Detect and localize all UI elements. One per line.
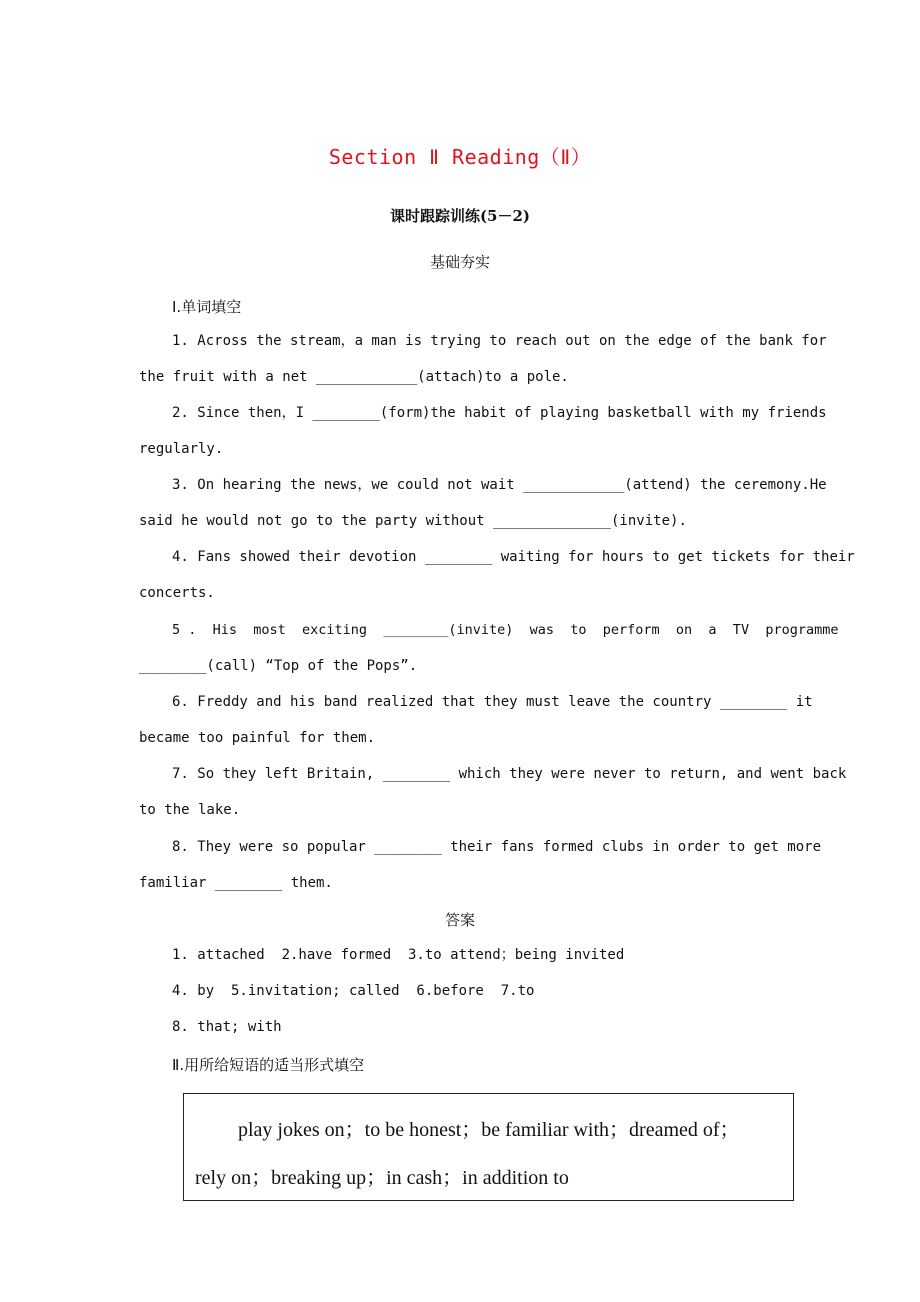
question-line: 5 . His most exciting ________(invite) was to perform on a TV programme — [172, 622, 839, 638]
answer-line: 1. attached 2.have formed 3.to attend；being invited — [172, 947, 625, 963]
phrase-box-line: rely on；breaking up；in cash；in addition to — [195, 1167, 569, 1189]
phrase-box — [183, 1093, 794, 1201]
exercise-subtitle: 课时跟踪训练(5－2) — [389, 207, 531, 225]
question-line: regularly. — [139, 441, 224, 457]
section-label: 基础夯实 — [429, 253, 490, 271]
question-line: 4. Fans showed their devotion ________ waiting for hours to get tickets for their — [172, 549, 855, 565]
question-line: 6. Freddy and his band realized that they must leave the country ________ it — [172, 694, 813, 710]
question-line: became too painful for them. — [139, 730, 376, 746]
question-line: concerts. — [139, 585, 215, 601]
question-line: 3. On hearing the news，we could not wait ____________(attend) the ceremony.He — [172, 477, 827, 493]
question-line: 1. Across the stream，a man is trying to reach out on the edge of the bank for — [172, 333, 827, 349]
part1-heading: Ⅰ.单词填空 — [172, 298, 242, 316]
question-line: 7. So they left Britain, ________ which they were never to return, and went back — [172, 766, 847, 782]
answer-line: 4. by 5.invitation; called 6.before 7.to — [172, 983, 535, 999]
part2-heading: Ⅱ.用所给短语的适当形式填空 — [172, 1056, 365, 1074]
answer-line: 8. that; with — [172, 1019, 282, 1035]
page-title: Section Ⅱ Reading（Ⅱ） — [328, 145, 592, 169]
question-line: familiar ________ them. — [139, 875, 333, 891]
phrase-box-line: play jokes on；to be honest；be familiar with；dreamed of； — [238, 1119, 740, 1141]
question-line: the fruit with a net ____________(attach)to a pole. — [139, 369, 569, 385]
question-line: 2. Since then，I ________(form)the habit of playing basketball with my friends — [172, 405, 827, 421]
question-line: to the lake. — [139, 802, 241, 818]
question-line: 8. They were so popular ________ their fans formed clubs in order to get more — [172, 839, 822, 855]
question-line: ________(call) “Top of the Pops”. — [139, 658, 418, 674]
question-line: said he would not go to the party without ______________(invite). — [139, 513, 687, 529]
answers-heading: 答案 — [444, 911, 475, 929]
